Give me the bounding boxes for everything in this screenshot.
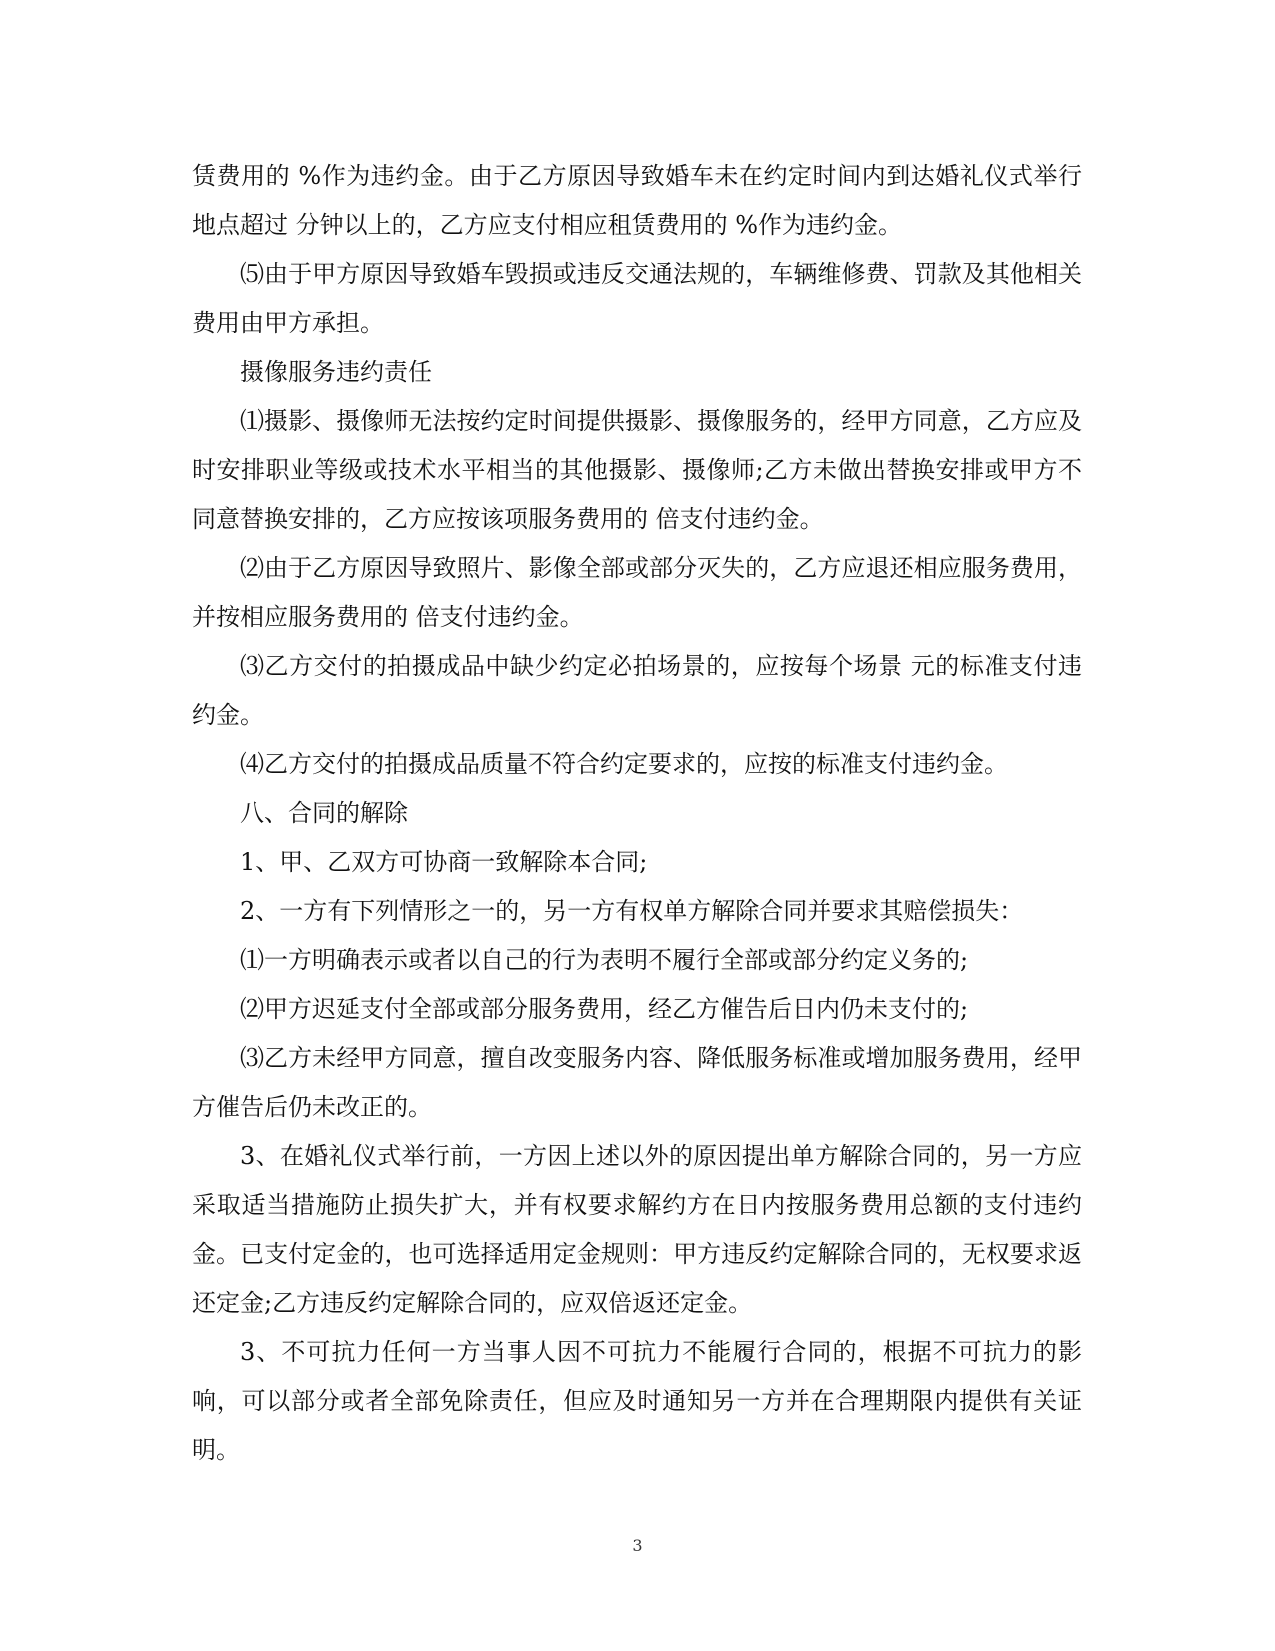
section-heading: 八、合同的解除: [240, 799, 408, 827]
paragraph: ⑵由于乙方原因导致照片、影像全部或部分灭失的，乙方应退还相应服务费用，并按相应服务费用的 倍支付违约金。: [192, 554, 1082, 631]
paragraph: ⑴一方明确表示或者以自己的行为表明不履行全部或部分约定义务的;: [240, 946, 969, 974]
paragraph: ⑶乙方交付的拍摄成品中缺少约定必拍场景的，应按每个场景 元的标准支付违约金。: [192, 652, 1082, 729]
paragraph: 3、不可抗力任何一方当事人因不可抗力不能履行合同的，根据不可抗力的影响，可以部分或者全部免除责任，但应及时通知另一方并在合理期限内提供有关证明。: [192, 1338, 1082, 1464]
page-number: 3: [632, 1536, 643, 1555]
paragraph: 2、一方有下列情形之一的，另一方有权单方解除合同并要求其赔偿损失：: [240, 897, 1024, 925]
paragraph: ⑴摄影、摄像师无法按约定时间提供摄影、摄像服务的，经甲方同意，乙方应及时安排职业等级或技术水平相当的其他摄影、摄像师;乙方未做出替换安排或甲方不同意替换安排的，乙方应按该项服务费用的 倍支付违约金。: [192, 407, 1082, 533]
document-body: [192, 152, 1082, 1475]
paragraph: 赁费用的 %作为违约金。由于乙方原因导致婚车未在约定时间内到达婚礼仪式举行地点超过 分钟以上的，乙方应支付相应租赁费用的 %作为违约金。: [192, 162, 1082, 239]
paragraph: ⑵甲方迟延支付全部或部分服务费用，经乙方催告后日内仍未支付的;: [240, 995, 969, 1023]
section-heading: 摄像服务违约责任: [240, 358, 432, 386]
paragraph: 3、在婚礼仪式举行前，一方因上述以外的原因提出单方解除合同的，另一方应采取适当措施防止损失扩大，并有权要求解约方在日内按服务费用总额的支付违约金。已支付定金的，也可选择适用定金规则：甲方违反约定解除合同的，无权要求返还定金;乙方违反约定解除合同的，应双倍返还定金。: [192, 1142, 1082, 1317]
paragraph: ⑷乙方交付的拍摄成品质量不符合约定要求的，应按的标准支付违约金。: [240, 750, 1008, 778]
paragraph: ⑸由于甲方原因导致婚车毁损或违反交通法规的，车辆维修费、罚款及其他相关费用由甲方承担。: [192, 260, 1082, 337]
paragraph: ⑶乙方未经甲方同意，擅自改变服务内容、降低服务标准或增加服务费用，经甲方催告后仍未改正的。: [192, 1044, 1082, 1121]
paragraph: 1、甲、乙双方可协商一致解除本合同;: [240, 848, 648, 876]
